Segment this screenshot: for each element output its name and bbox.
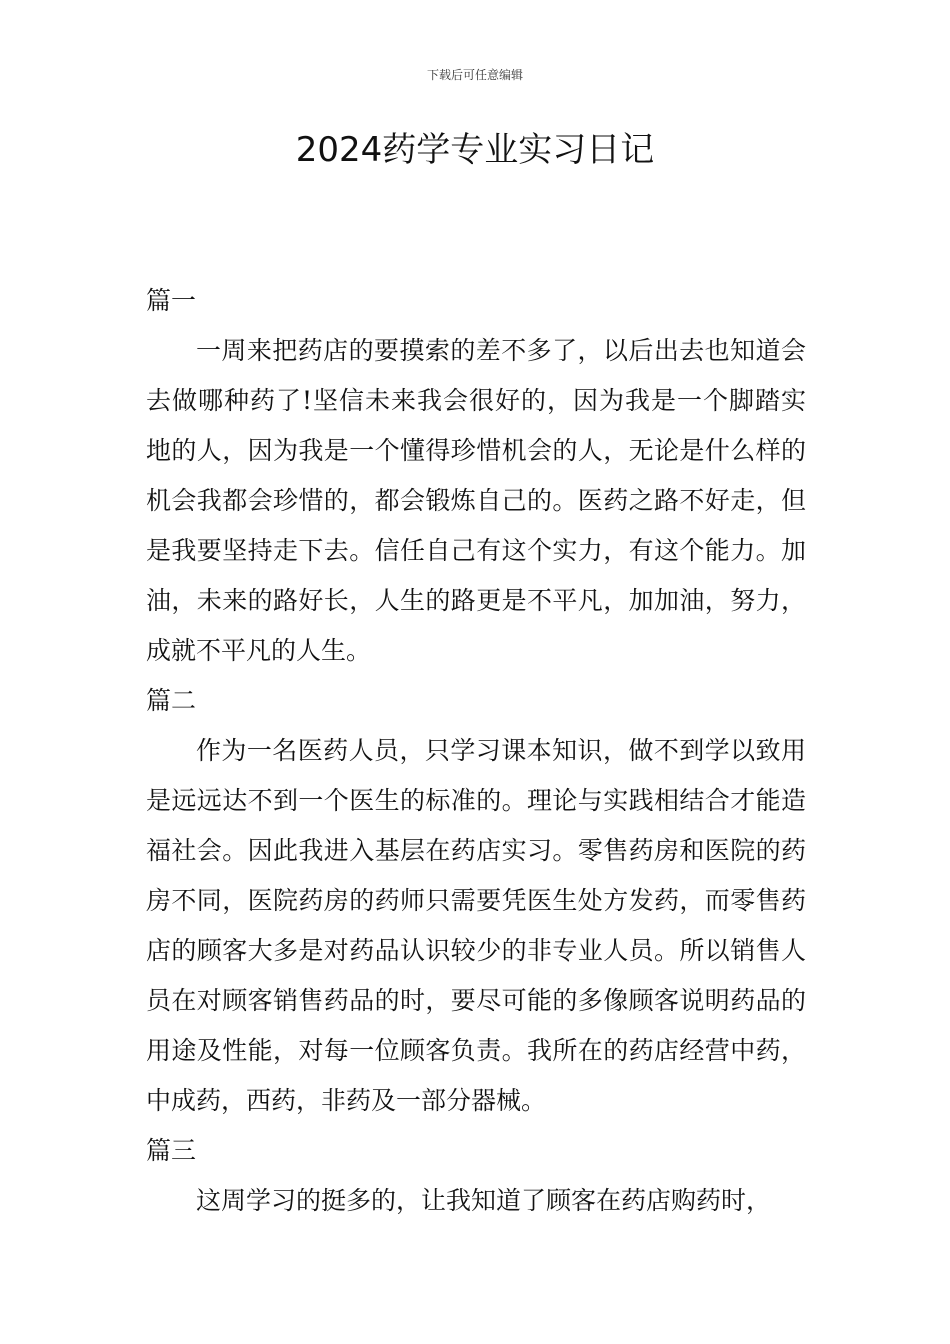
section-heading: 篇三	[146, 1136, 197, 1165]
section-1	[146, 276, 806, 676]
section-paragraph: 这周学习的挺多的，让我知道了顾客在药店购药时，	[196, 1186, 772, 1215]
section-2	[146, 676, 806, 1126]
document-title: 2024药学专业实习日记	[295, 130, 655, 170]
section-paragraph: 作为一名医药人员，只学习课本知识，做不到学以致用是远远达不到一个医生的标准的。理论与实践相结合才能造福社会。因此我进入基层在药店实习。零售药房和医院的药房不同，医院药房的药师只需要凭医生处方发药，而零售药店的顾客大多是对药品认识较少的非专业人员。所以销售人员在对顾客销售药品的时，要尽可能的多像顾客说明药品的用途及性能，对每一位顾客负责。我所在的药店经营中药，中成药，西药，非药及一部分器械。	[146, 736, 806, 1115]
section-heading: 篇一	[146, 286, 197, 315]
section-heading: 篇二	[146, 686, 197, 715]
section-3	[146, 1126, 806, 1226]
document-body	[146, 276, 806, 1226]
section-paragraph: 一周来把药店的要摸索的差不多了，以后出去也知道会去做哪种药了!坚信未来我会很好的，因为我是一个脚踏实地的人，因为我是一个懂得珍惜机会的人，无论是什么样的机会我都会珍惜的，都会锻炼自己的。医药之路不好走，但是我要坚持走下去。信任自己有这个实力，有这个能力。加油，未来的路好长，人生的路更是不平凡，加加油，努力，成就不平凡的人生。	[146, 336, 806, 665]
header-note: 下载后可任意编辑	[426, 68, 523, 82]
